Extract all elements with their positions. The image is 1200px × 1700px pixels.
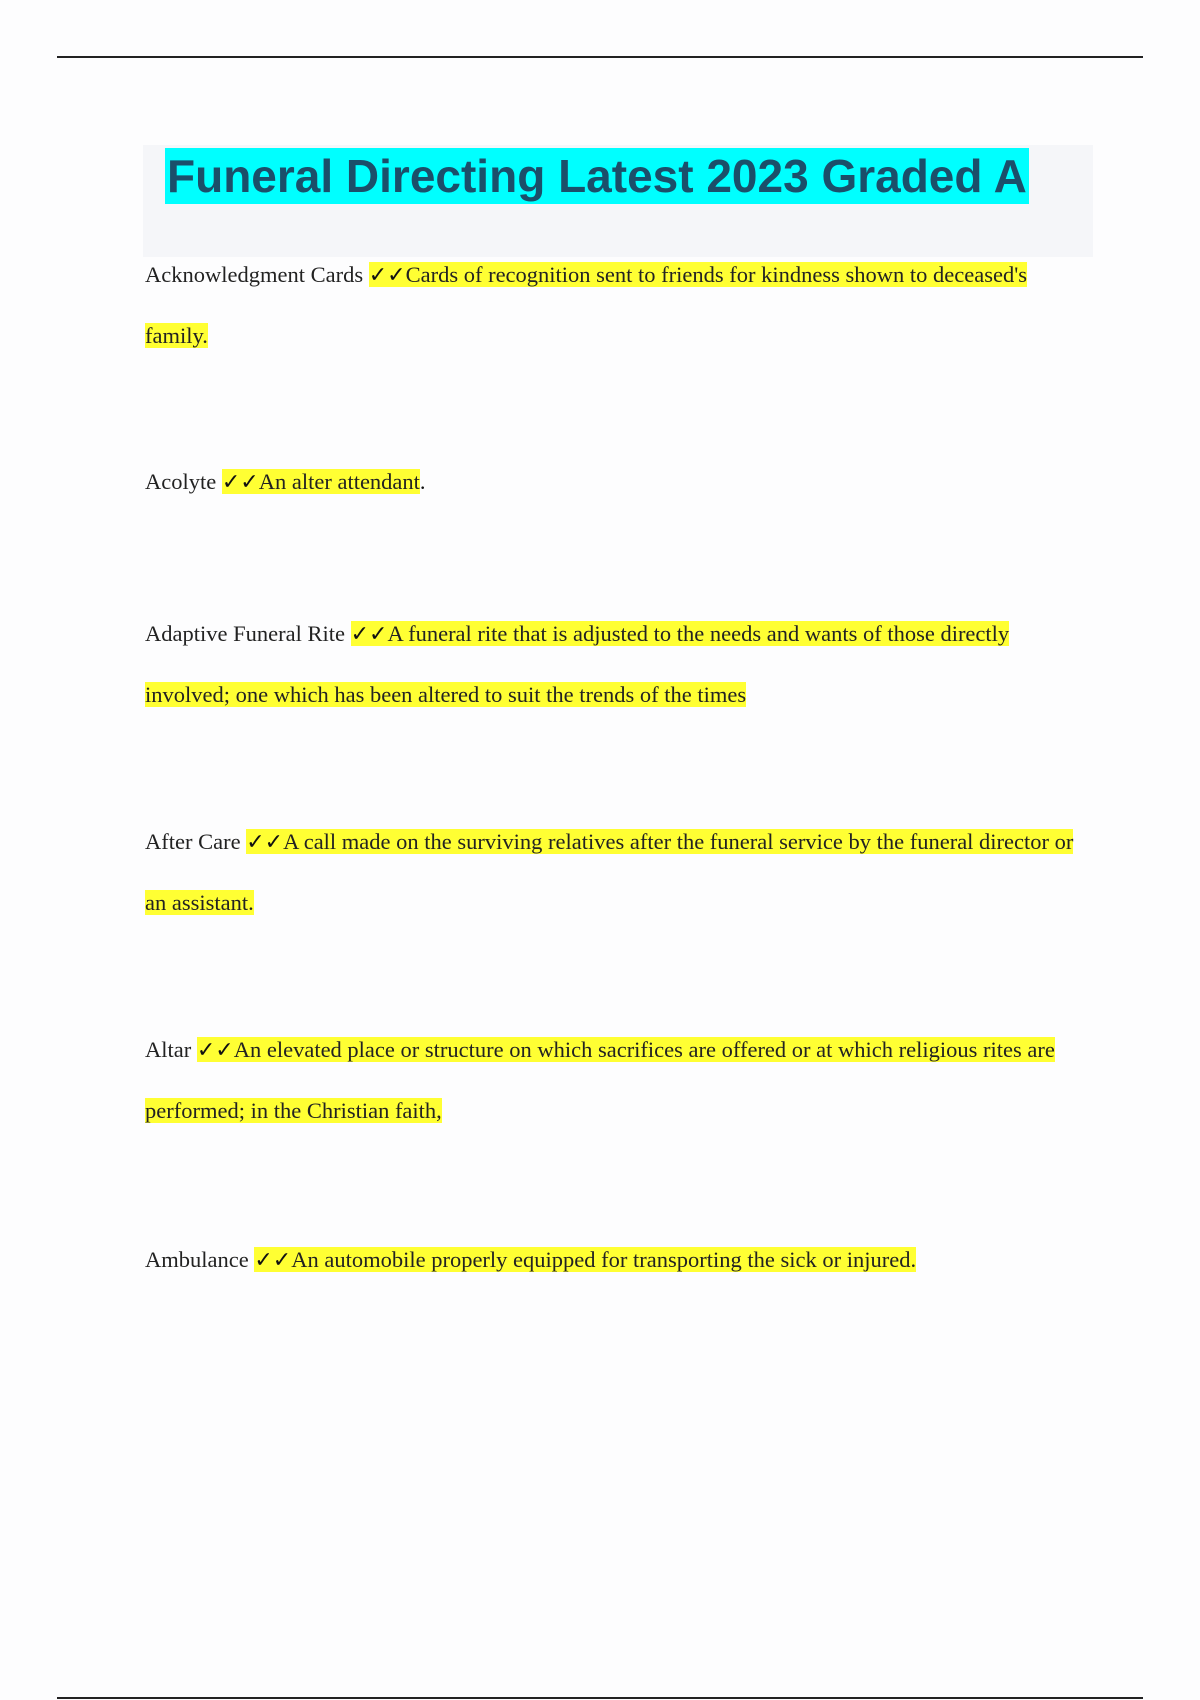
entry-definition: Cards of recognition sent to friends for kindness shown to deceased's family. bbox=[145, 262, 1028, 348]
document-title: Funeral Directing Latest 2023 Graded A bbox=[167, 150, 1027, 202]
entry-definition-highlight bbox=[145, 1037, 1055, 1123]
entry-term: Adaptive Funeral Rite bbox=[145, 621, 345, 646]
double-check-icon: ✓✓ bbox=[196, 1038, 234, 1063]
entry-term: Altar bbox=[145, 1037, 192, 1062]
entry-definition-highlight bbox=[254, 1247, 916, 1272]
entry-term: Acolyte bbox=[145, 469, 217, 494]
entry-definition: An automobile properly equipped for transporting the sick or injured. bbox=[291, 1247, 917, 1272]
entry-definition: A call made on the surviving relatives after the funeral service by the funeral director or an assistant. bbox=[145, 829, 1074, 915]
glossary-entry bbox=[145, 812, 1095, 933]
glossary-entry bbox=[145, 1230, 1095, 1291]
double-check-icon: ✓✓ bbox=[221, 470, 259, 495]
bottom-rule bbox=[57, 1697, 1143, 1699]
entry-trailing: . bbox=[419, 469, 426, 494]
glossary-entry bbox=[145, 604, 1095, 725]
double-check-icon: ✓✓ bbox=[246, 830, 284, 855]
glossary-entry bbox=[145, 245, 1095, 366]
entry-definition-highlight bbox=[222, 469, 420, 494]
entry-term: Acknowledgment Cards bbox=[145, 262, 364, 287]
top-rule bbox=[57, 56, 1143, 58]
entry-definition-highlight bbox=[145, 829, 1073, 915]
entry-definition: A funeral rite that is adjusted to the needs and wants of those directly involved; one which has been altered to suit the trends of the times bbox=[145, 621, 1010, 707]
double-check-icon: ✓✓ bbox=[254, 1248, 292, 1273]
entry-term: Ambulance bbox=[145, 1247, 249, 1272]
glossary-entry bbox=[145, 1020, 1095, 1141]
double-check-icon: ✓✓ bbox=[368, 263, 406, 288]
entry-definition: An alter attendant bbox=[258, 469, 420, 494]
double-check-icon: ✓✓ bbox=[350, 622, 388, 647]
glossary-entry bbox=[145, 452, 1095, 513]
entry-definition: An elevated place or structure on which sacrifices are offered or at which religious rites are performed; in the Christian faith, bbox=[145, 1037, 1055, 1123]
entry-term: After Care bbox=[145, 829, 241, 854]
